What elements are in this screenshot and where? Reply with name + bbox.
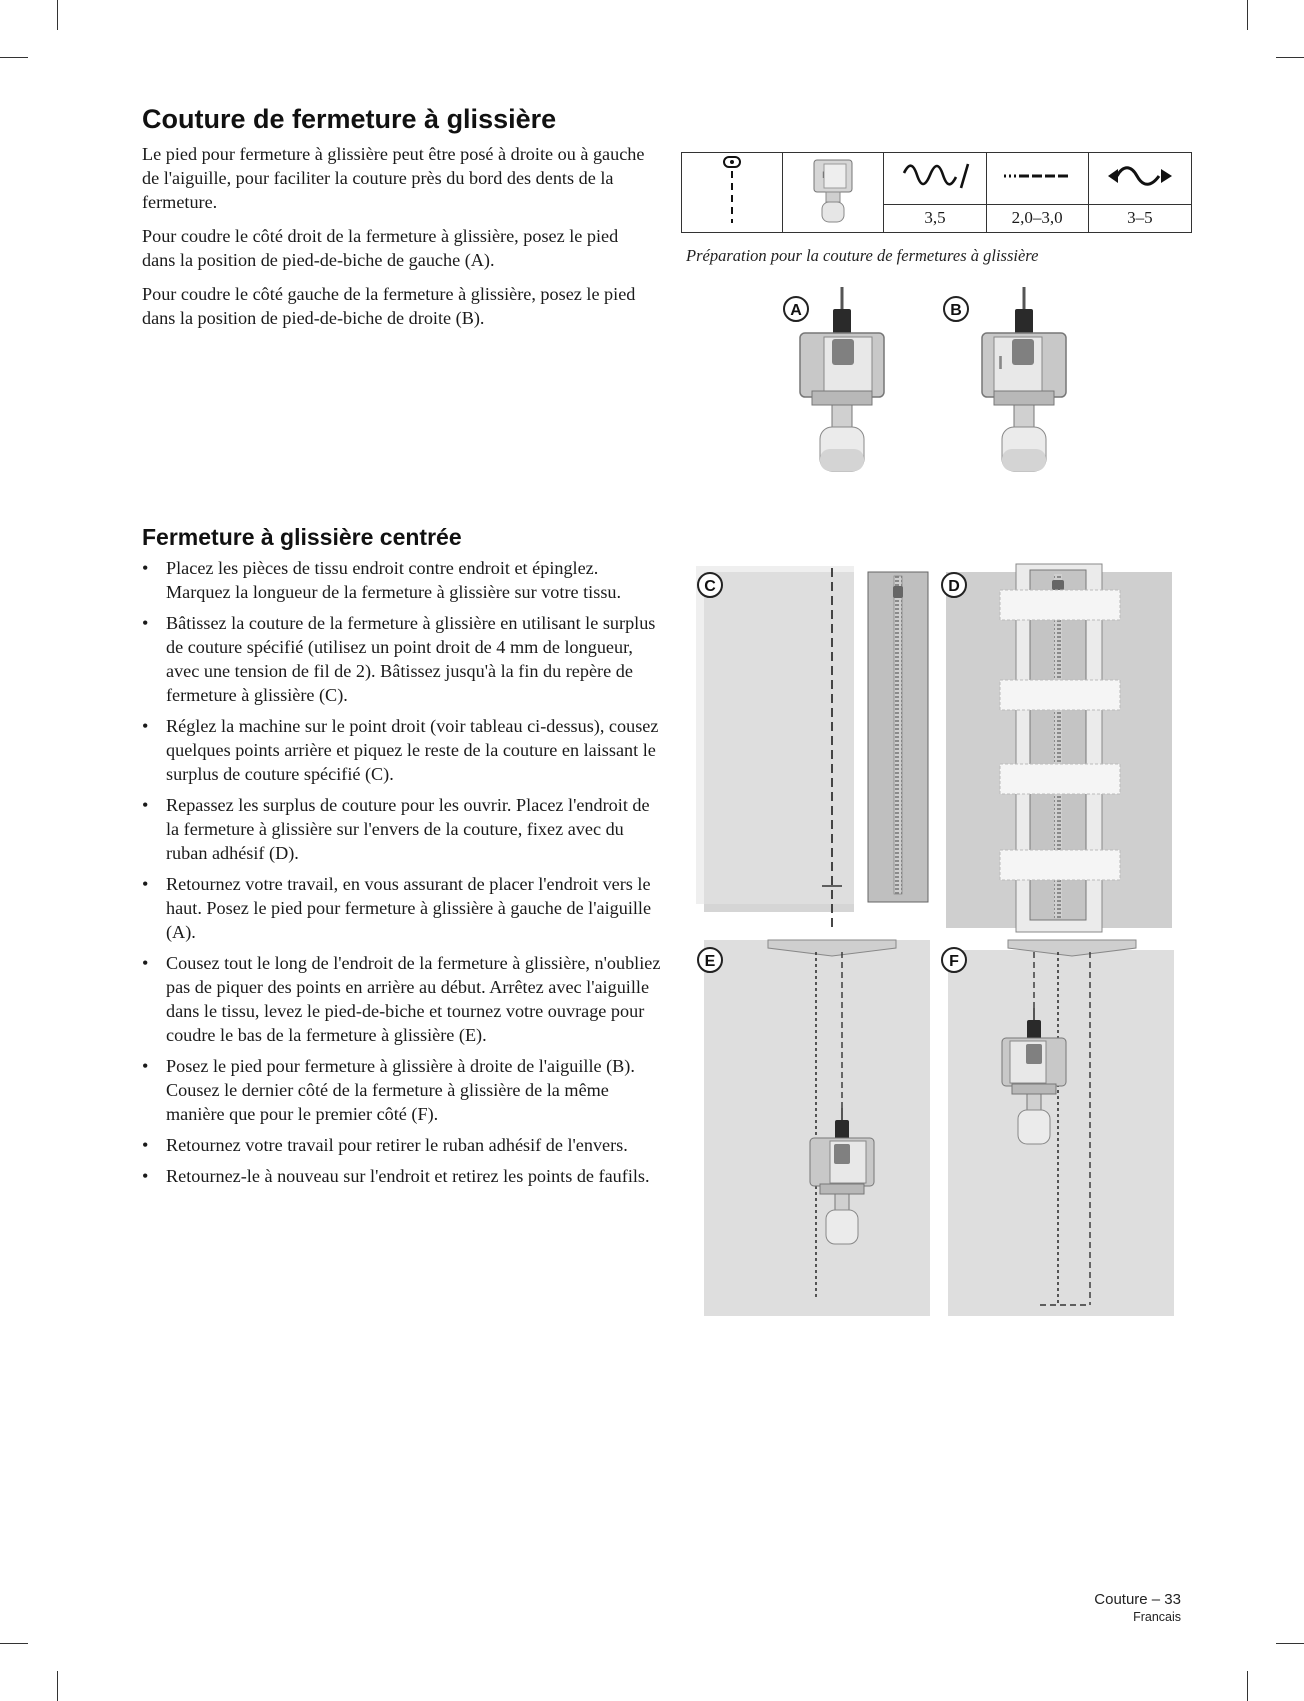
intro-paragraph: Pour coudre le côté gauche de la fermeture à glissière, posez le pied dans la position de pied-de-biche de droite (B).: [142, 284, 636, 328]
zipper-steps-figure: [690, 560, 1190, 1340]
list-item-text: Réglez la machine sur le point droit (voir tableau ci-dessus), cousez quelques points arrière et piquez le reste de la couture en laissant le surplus de couture spécifié (C).: [166, 716, 659, 784]
list-item: [142, 1133, 662, 1157]
bullet-symbol: •: [142, 613, 149, 633]
crop-mark: [1247, 0, 1248, 30]
stitch-width-icon: [900, 161, 970, 191]
list-item-text: Bâtissez la couture de la fermeture à glissière en utilisant le surplus de couture spécifié (utilisez un point droit de 4 mm de longueur, avec une tension de fil de 2). Bâtissez jusqu'à la fin du repère de fermeture à glissière (C).: [166, 613, 656, 705]
list-item-text: Retournez votre travail, en vous assurant de placer l'endroit vers le haut. Posez le pied pour fermeture à glissière à gauche de l'aiguille (A).: [166, 874, 652, 942]
list-item: [142, 793, 662, 865]
list-item: [142, 1164, 662, 1188]
list-item: [142, 714, 662, 786]
instruction-list: [142, 556, 662, 1195]
crop-mark: [1276, 1643, 1304, 1644]
bullet-symbol: •: [142, 716, 149, 736]
list-item-text: Posez le pied pour fermeture à glissière à droite de l'aiguille (B). Cousez le dernier côté de la fermeture à glissière de la même manière que pour le premier côté (F).: [166, 1056, 635, 1124]
list-item: [142, 1054, 662, 1126]
stitch-length-icon-cell: [986, 153, 1088, 205]
list-item-text: Cousez tout le long de l'endroit de la fermeture à glissière, n'oubliez pas de piquer des points en arrière au début. Arrêtez avec l'aiguille dans le tissu, levez le pied-de-biche et tournez votre ouvrage pour coudre le bas de la fermeture à glissière (E).: [166, 953, 661, 1045]
crop-mark: [1247, 1671, 1248, 1701]
figure-label-f: F: [949, 953, 959, 970]
crop-mark: [0, 1643, 28, 1644]
bullet-symbol: •: [142, 874, 149, 894]
crop-mark: [57, 0, 58, 30]
crop-mark: [57, 1671, 58, 1701]
figure-label-b: B: [950, 302, 962, 319]
bullet-symbol: •: [142, 953, 149, 973]
list-item: [142, 951, 662, 1047]
crop-mark: [1276, 57, 1304, 58]
stitch-width-icon-cell: [884, 153, 986, 205]
list-item: [142, 872, 662, 944]
intro-text: [142, 142, 652, 340]
language-label: Francais: [1133, 1610, 1181, 1624]
figure-c: [696, 566, 928, 930]
figure-f: [942, 940, 1174, 1316]
crop-mark: [0, 57, 28, 58]
section-title: Fermeture à glissière centrée: [142, 524, 462, 550]
figure-label-d: D: [948, 578, 960, 595]
needle-position-icon: [717, 153, 747, 227]
page-footer: [1094, 1590, 1181, 1625]
needle-position-cell: [682, 153, 783, 233]
svg-text:I: I: [822, 170, 825, 180]
presser-foot-figures: [760, 285, 1080, 475]
list-item-text: Repassez les surplus de couture pour les ouvrir. Placez l'endroit de la fermeture à glissière sur l'envers de la couture, fixez avec du ruban adhésif (D).: [166, 795, 650, 863]
thread-tension-value: 3–5: [1088, 204, 1191, 232]
figure-a: [784, 287, 884, 471]
figure-label-a: A: [790, 302, 802, 319]
bullet-symbol: •: [142, 1056, 149, 1076]
figure-d: [942, 564, 1172, 932]
zipper-foot-icon: [810, 154, 856, 226]
bullet-symbol: •: [142, 1135, 149, 1155]
figure-label-e: E: [704, 953, 716, 970]
figure-caption: Préparation pour la couture de fermetures à glissière: [686, 246, 1039, 265]
stitch-length-icon: [1002, 166, 1072, 186]
figure-b: [944, 287, 1066, 471]
svg-text:I: I: [998, 353, 1004, 373]
bullet-symbol: •: [142, 558, 149, 578]
thread-tension-icon-cell: [1088, 153, 1191, 205]
list-item: [142, 611, 662, 707]
intro-paragraph: Le pied pour fermeture à glissière peut être posé à droite ou à gauche de l'aiguille, pour faciliter la couture près du bord des dents de la fermeture.: [142, 144, 645, 212]
intro-paragraph: Pour coudre le côté droit de la fermeture à glissière, posez le pied dans la position de pied-de-biche de gauche (A).: [142, 226, 619, 270]
figure-e: [698, 940, 930, 1316]
page-number: Couture – 33: [1094, 1591, 1181, 1608]
list-item-text: Retournez-le à nouveau sur l'endroit et retirez les points de faufils.: [166, 1166, 650, 1186]
list-item: [142, 556, 662, 604]
stitch-length-value: 2,0–3,0: [986, 204, 1088, 232]
list-item-text: Retournez votre travail pour retirer le ruban adhésif de l'envers.: [166, 1135, 628, 1155]
thread-tension-icon: [1105, 161, 1175, 191]
bullet-symbol: •: [142, 795, 149, 815]
presser-foot-cell: [783, 153, 884, 233]
page-title: Couture de fermeture à glissière: [142, 104, 557, 134]
list-item-text: Placez les pièces de tissu endroit contre endroit et épinglez. Marquez la longueur de la fermeture à glissière sur votre tissu.: [166, 558, 622, 602]
settings-table: [681, 152, 1192, 233]
bullet-symbol: •: [142, 1166, 149, 1186]
stitch-width-value: 3,5: [884, 204, 986, 232]
figure-label-c: C: [704, 578, 716, 595]
